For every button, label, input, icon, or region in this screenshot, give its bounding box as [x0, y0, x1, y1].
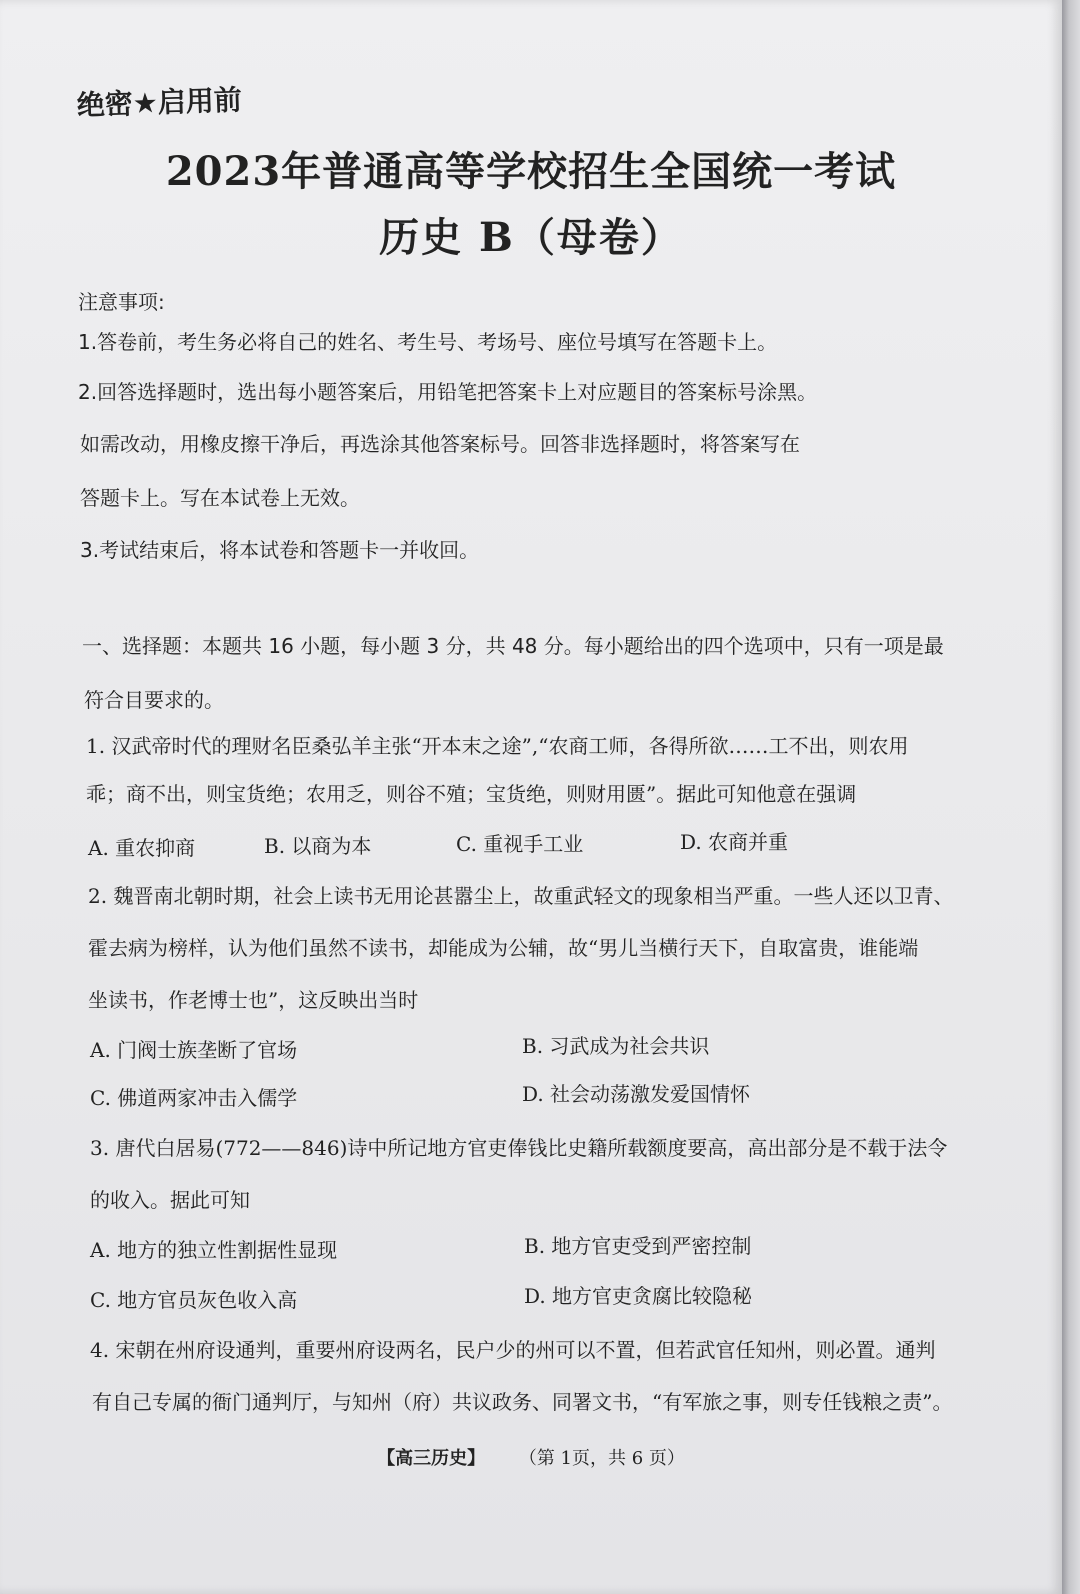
question-stem: 的收入。据此可知: [90, 1188, 250, 1212]
notice-line: 答题卡上。写在本试卷上无效。: [80, 486, 360, 510]
option-a: A. 地方的独立性割据性显现: [90, 1238, 338, 1262]
question-stem: 1. 汉武帝时代的理财名臣桑弘羊主张“开本末之途”,“农商工师，各得所欲……工不出，则农用: [86, 734, 909, 758]
option-c: C. 重视手工业: [456, 832, 584, 856]
option-b: B. 地方官吏受到严密控制: [524, 1234, 752, 1258]
section-heading-cont: 符合目要求的。: [84, 688, 224, 712]
question-stem: 霍去病为榜样，认为他们虽然不读书，却能成为公辅，故“男儿当横行天下，自取富贵，谁能端: [88, 936, 919, 960]
question-stem: 3. 唐代白居易(772——846)诗中所记地方官吏俸钱比史籍所载额度要高，高出部分是不载于法令: [90, 1136, 948, 1160]
option-d: D. 地方官吏贪腐比较隐秘: [524, 1284, 753, 1308]
option-d: D. 社会动荡激发爱国情怀: [522, 1082, 751, 1106]
notice-line: 如需改动，用橡皮擦干净后，再选涂其他答案标号。回答非选择题时，将答案写在: [80, 432, 800, 456]
notice-line: 2.回答选择题时，选出每小题答案后，用铅笔把答案卡上对应题目的答案标号涂黑。: [78, 380, 818, 404]
footer-page-number: （第 1页，共 6 页）: [518, 1448, 685, 1469]
notice-heading: 注意事项:: [78, 290, 165, 314]
question-stem: 有自己专属的衙门通判厅，与知州（府）共议政务、同署文书，“有军旅之事，则专任钱粮之责”。: [92, 1390, 953, 1414]
notice-line: 1.答卷前，考生务必将自己的姓名、考生号、考场号、座位号填写在答题卡上。: [78, 330, 778, 354]
option-c: C. 佛道两家冲击入儒学: [90, 1086, 298, 1110]
option-a: A. 重农抑商: [88, 836, 196, 860]
question-stem: 4. 宋朝在州府设通判，重要州府设两名，民户少的州可以不置，但若武官任知州，则必置。通判: [90, 1338, 936, 1362]
option-a: A. 门阀士族垄断了官场: [90, 1038, 298, 1062]
exam-title: 2023年普通高等学校招生全国统一考试: [165, 148, 897, 195]
question-stem: 坐读书，作老博士也”，这反映出当时: [88, 988, 419, 1012]
confidential-mark: 绝密★启用前: [76, 83, 243, 122]
section-heading: 一、选择题：本题共 16 小题，每小题 3 分，共 48 分。每小题给出的四个选项中，只有一项是最: [82, 634, 944, 658]
question-stem: 乖；商不出，则宝货绝；农用乏，则谷不殖；宝货绝，则财用匮”。据此可知他意在强调: [86, 782, 857, 806]
option-c: C. 地方官员灰色收入高: [90, 1288, 298, 1312]
page-footer: [0, 1444, 1062, 1470]
option-b: B. 习武成为社会共识: [522, 1034, 710, 1058]
question-stem: 2. 魏晋南北朝时期，社会上读书无用论甚嚣尘上，故重武轻文的现象相当严重。一些人还以卫青、: [88, 884, 954, 908]
exam-subtitle: 历史 B（母卷）: [379, 214, 683, 261]
option-d: D. 农商并重: [680, 830, 789, 854]
page-edge-shadow: [1062, 0, 1080, 1594]
option-b: B. 以商为本: [264, 834, 372, 858]
footer-subject: 【高三历史】: [377, 1448, 486, 1469]
notice-line: 3.考试结束后，将本试卷和答题卡一并收回。: [80, 538, 480, 562]
